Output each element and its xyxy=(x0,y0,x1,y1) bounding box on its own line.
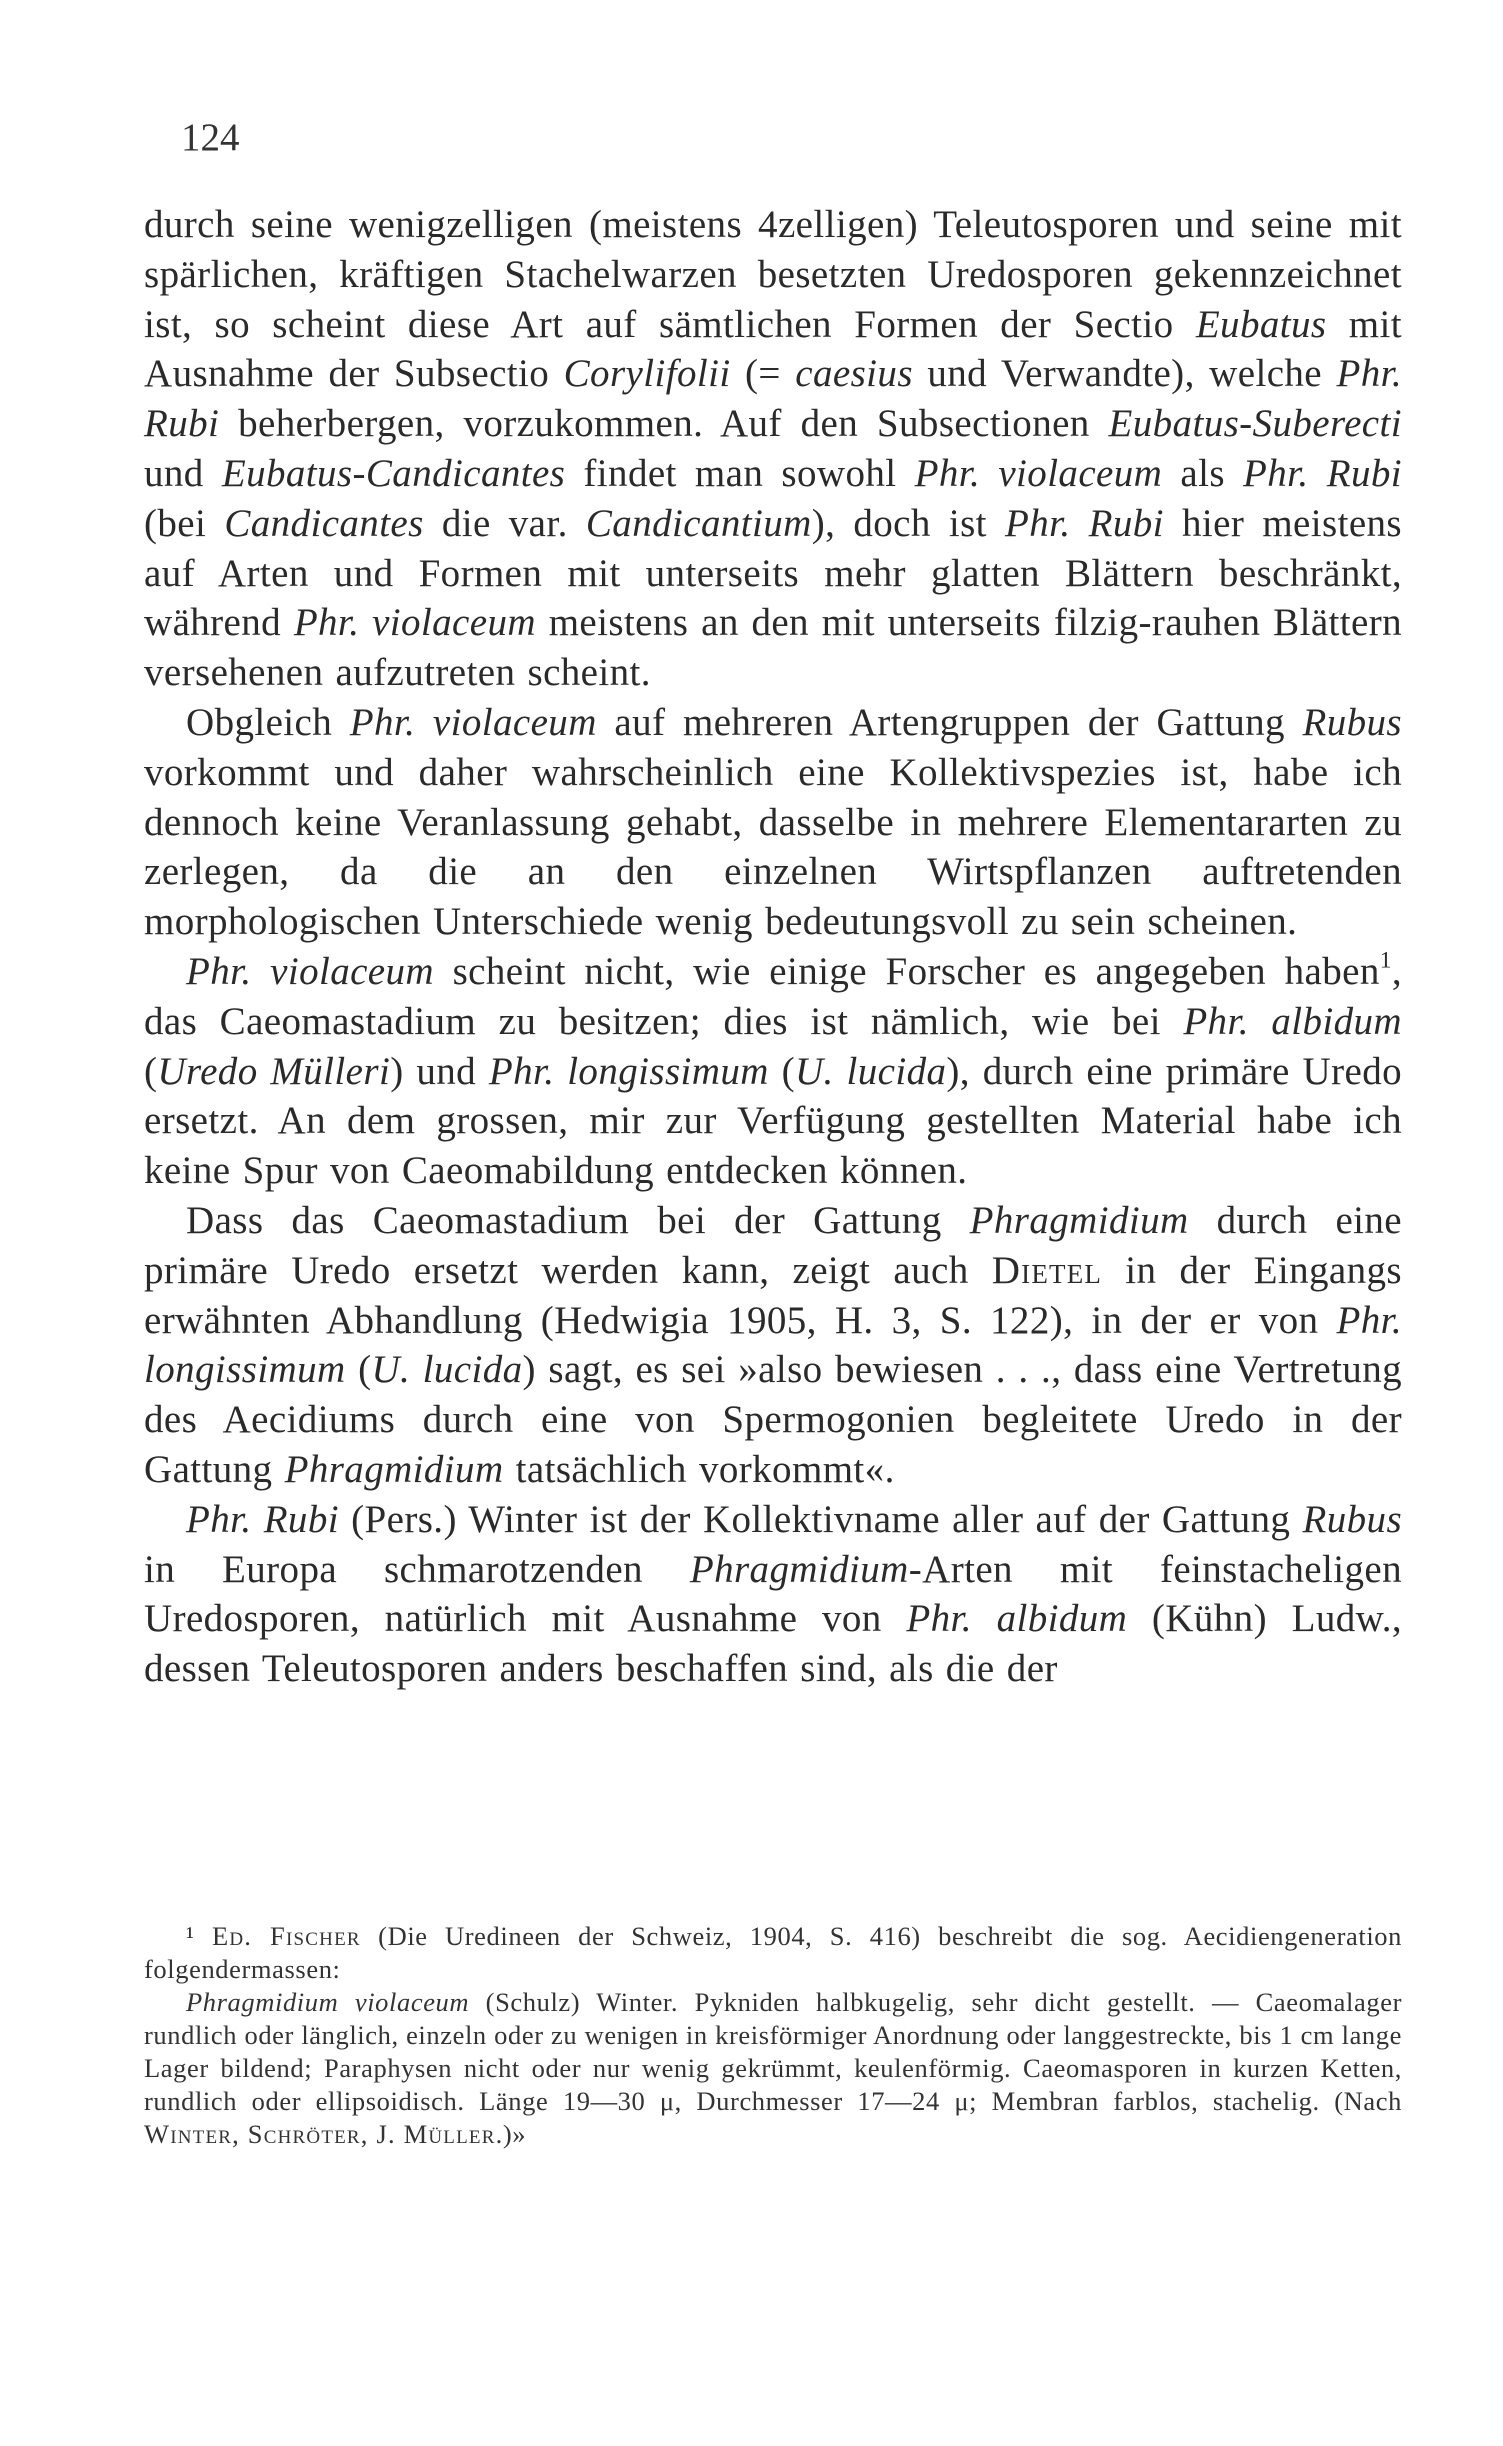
text-run: findet man sowohl xyxy=(565,451,915,495)
text-run: vorkommt und daher wahrscheinlich eine Kollektivspezies ist, habe ich dennoch keine Veranlassung gehabt, dasselbe in mehrere Elementararten zu zerlegen, da die an den einzelnen Wirtspflanzen auftretenden morphologischen Unterschiede wenig bedeutungsvoll zu sein scheinen. xyxy=(144,750,1402,944)
text-run: in Europa schmarotzenden xyxy=(144,1547,690,1591)
taxon-name: Phr. Rubi xyxy=(1243,451,1402,495)
text-run: ) und xyxy=(390,1049,489,1093)
text-run: durch seine wenigzelligen (meistens 4zelligen) Teleutosporen und seine mit spärlichen, kräftigen Stachelwarzen besetzten Uredosporen gekennzeichnet ist, so scheint diese Art auf sämtlichen Formen der Sectio xyxy=(144,203,1402,346)
text-run: als xyxy=(1162,451,1244,495)
text-run: auf mehreren Artengruppen der Gattung xyxy=(596,700,1303,744)
text-run: Obgleich xyxy=(186,700,350,744)
text-run: meistens an den mit unterseits filzig-rauhen Blättern versehenen aufzutreten scheint. xyxy=(144,601,1402,695)
taxon-name: Phr. albidum xyxy=(906,1597,1128,1641)
text-run: scheint nicht, wie einige Forscher es angegeben haben xyxy=(433,949,1380,993)
text-run: ( xyxy=(345,1348,372,1392)
text-run: (Schulz) Winter. Pykniden halbkugelig, sehr dicht gestellt. — Caeomalager rundlich oder länglich, einzeln oder zu wenigen in kreisförmiger Anordnung oder langgestreckte, bis 1 cm lange Lager bildend; Paraphysen nicht oder nur wenig gekrümmt, keulenförmig. Caeomasporen in kurzen Ketten, rundlich oder ellipsoidisch. Länge 19—30 μ, Durchmesser 17—24 μ; Membran farblos, stachelig. (Nach xyxy=(144,1987,1403,2116)
text-run: (Pers.) Winter ist der Kollektivname aller auf der Gattung xyxy=(338,1497,1303,1541)
page-number: 124 xyxy=(181,116,240,159)
taxon-name: Candicantes xyxy=(224,501,424,545)
footnote-reference[interactable]: 1 xyxy=(1379,947,1392,974)
taxon-name: Phr. albidum xyxy=(1183,999,1402,1043)
taxon-name: Candicantium xyxy=(585,501,812,545)
text-run: hier meistens auf Arten und Formen mit unterseits mehr glatten Blättern beschränkt, während xyxy=(144,501,1403,645)
footnotes xyxy=(144,1920,1402,2151)
taxon-name: Phragmidium xyxy=(284,1447,504,1491)
author-names: Winter, Schröter, J. Müller xyxy=(144,2119,496,2149)
text-run: die var. xyxy=(423,501,586,545)
text-run: , das Caeomastadium zu besitzen; dies ist nämlich, wie bei xyxy=(144,949,1402,1043)
paragraph-1 xyxy=(144,200,1402,698)
text-run: mit Ausnahme der Subsectio xyxy=(144,302,1402,396)
taxon-name: Eubatus-Candicantes xyxy=(221,451,566,495)
author-name: Ed. Fischer xyxy=(211,1921,361,1951)
footnote-marker: ¹ xyxy=(186,1921,195,1951)
text-run: ), doch ist xyxy=(811,501,1005,545)
text-run: (= xyxy=(730,352,796,396)
text-run: .)» xyxy=(495,2119,527,2149)
text-run: beherbergen, vorzukommen. Auf den Subsectionen xyxy=(219,402,1109,446)
taxon-name: Uredo Mülleri xyxy=(157,1049,391,1093)
taxon-name: Eubatus xyxy=(1195,302,1327,346)
taxon-name: caesius xyxy=(795,352,913,396)
text-run: ( xyxy=(144,1049,158,1093)
text-run: in der Eingangs erwähnten Abhandlung (Hedwigia 1905, H. 3, S. 122), in der er von xyxy=(144,1248,1402,1342)
footnote-1 xyxy=(144,1920,1402,1986)
text-run: ), durch eine primäre Uredo ersetzt. An dem grossen, mir zur Verfügung gestellten Material habe ich keine Spur von Caeomabildung entdecken können. xyxy=(144,1049,1402,1193)
taxon-name: Phragmidium xyxy=(969,1198,1189,1242)
text-run: Dass das Caeomastadium bei der Gattung xyxy=(186,1198,970,1242)
taxon-name: Phr. Rubi xyxy=(186,1497,339,1541)
paragraph-3 xyxy=(144,947,1402,1196)
taxon-name: Phr. longissimum xyxy=(144,1298,1402,1392)
taxon-name: U. lucida xyxy=(371,1348,523,1392)
text-run: und Verwandte), welche xyxy=(912,352,1337,396)
text-run: durch eine primäre Uredo ersetzt werden kann, zeigt auch xyxy=(144,1198,1403,1292)
taxon-name: Phr. longissimum xyxy=(488,1049,769,1093)
paragraph-4 xyxy=(144,1196,1402,1495)
text-run: -Arten mit feinstacheligen Uredosporen, natürlich mit Ausnahme von xyxy=(144,1547,1402,1641)
taxon-name: Phragmidium violaceum xyxy=(186,1987,470,2017)
taxon-name: Phr. violaceum xyxy=(186,949,434,993)
paragraph-2 xyxy=(144,698,1402,947)
text-run: und xyxy=(144,451,222,495)
paragraph-5 xyxy=(144,1495,1402,1694)
text-run: (Die Uredineen der Schweiz, 1904, S. 416) beschreibt die sog. Aecidiengeneration folgendermassen: xyxy=(144,1921,1402,1984)
author-name: Dietel xyxy=(991,1248,1103,1292)
taxon-name: Phragmidium xyxy=(689,1547,909,1591)
text-run: tatsächlich vorkommt«. xyxy=(503,1447,895,1491)
text-run: (bei xyxy=(144,501,225,545)
text-run: ) sagt, es sei »also bewiesen . . ., dass eine Vertretung des Aecidiums durch eine von Spermogonien begleitete Uredo in der Gattung xyxy=(144,1348,1403,1491)
taxon-name: Rubus xyxy=(1302,700,1402,744)
taxon-name: Phr. violaceum xyxy=(349,700,597,744)
text-run: (Kühn) Ludw., dessen Teleutosporen anders beschaffen sind, als die der xyxy=(144,1597,1402,1691)
taxon-name: U. lucida xyxy=(794,1049,947,1093)
taxon-name: Rubus xyxy=(1302,1497,1403,1541)
taxon-name: Corylifolii xyxy=(563,352,731,396)
footnote-quote xyxy=(144,1986,1402,2151)
taxon-name: Phr. Rubi xyxy=(144,352,1403,446)
taxon-name: Phr. violaceum xyxy=(293,601,536,645)
main-text xyxy=(144,200,1402,1694)
taxon-name: Eubatus-Suberecti xyxy=(1108,402,1402,446)
text-run: ( xyxy=(768,1049,795,1093)
taxon-name: Phr. violaceum xyxy=(914,451,1163,495)
taxon-name: Phr. Rubi xyxy=(1005,501,1164,545)
